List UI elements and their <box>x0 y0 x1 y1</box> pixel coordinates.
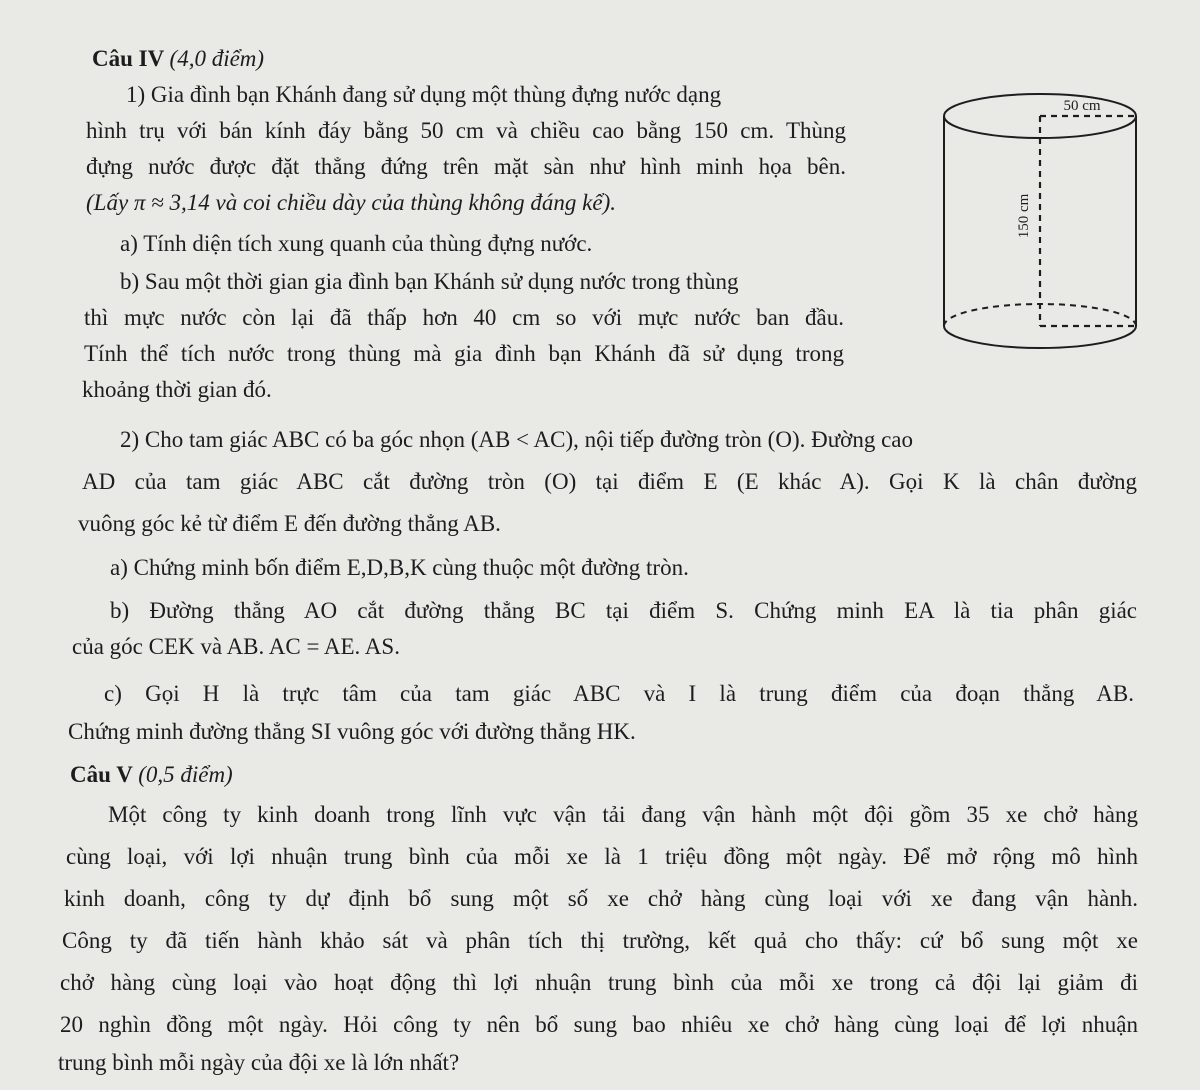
q4-p1b-line-2: thì mực nước còn lại đã thấp hơn 40 cm so với mực nước ban đầu. <box>84 305 844 330</box>
question-4-points: (4,0 điểm) <box>169 46 265 71</box>
question-5-heading <box>70 760 233 790</box>
question-5-title: Câu V <box>70 762 133 787</box>
q4-p2c-line-2: Chứng minh đường thẳng SI vuông góc với đường thẳng HK. <box>68 719 636 744</box>
q5-line-1: Một công ty kinh doanh trong lĩnh vực vận tải đang vận hành một đội gồm 35 xe chở hàng <box>108 802 1138 827</box>
q4-p1-line-3: đựng nước được đặt thẳng đứng trên mặt sàn như hình minh họa bên. <box>86 154 846 179</box>
q4-p1b-line-4: khoảng thời gian đó. <box>82 377 272 402</box>
q5-line-6: 20 nghìn đồng một ngày. Hỏi công ty nên bổ sung bao nhiêu xe chở hàng cùng loại để lợi nhuận <box>60 1012 1138 1037</box>
q4-p1-line-4: (Lấy π ≈ 3,14 và coi chiều dày của thùng không đáng kể). <box>86 190 617 215</box>
q4-p1b-line-1: b) Sau một thời gian gia đình bạn Khánh sử dụng nước trong thùng <box>120 269 739 294</box>
q4-p2-line-2: AD của tam giác ABC cắt đường tròn (O) tại điểm E (E khác A). Gọi K là chân đường <box>82 469 1137 494</box>
q4-p2c-line-1: c) Gọi H là trực tâm của tam giác ABC và I là trung điểm của đoạn thẳng AB. <box>104 681 1134 706</box>
q4-p2b-line-2: của góc CEK và AB. AC = AE. AS. <box>72 634 400 659</box>
q4-p1-line-2: hình trụ với bán kính đáy bằng 50 cm và chiều cao bằng 150 cm. Thùng <box>86 118 846 143</box>
cylinder-dimension-lines <box>1040 116 1136 326</box>
q5-line-2: cùng loại, với lợi nhuận trung bình của mỗi xe là 1 triệu đồng một ngày. Để mở rộng mô hình <box>66 844 1138 869</box>
q4-p2-line-3: vuông góc kẻ từ điểm E đến đường thẳng AB. <box>78 511 501 536</box>
q4-p1a: a) Tính diện tích xung quanh của thùng đựng nước. <box>120 231 593 256</box>
question-5-points: (0,5 điểm) <box>138 762 233 787</box>
q4-p2b-line-1: b) Đường thẳng AO cắt đường thẳng BC tại điểm S. Chứng minh EA là tia phân giác <box>110 598 1137 623</box>
height-label: 150 cm <box>1016 193 1032 239</box>
q4-p2-line-1: 2) Cho tam giác ABC có ba góc nhọn (AB < AC), nội tiếp đường tròn (O). Đường cao <box>120 427 914 452</box>
q4-p2a: a) Chứng minh bốn điểm E,D,B,K cùng thuộc một đường tròn. <box>110 555 689 580</box>
q5-line-3: kinh doanh, công ty dự định bổ sung một số xe chở hàng cùng loại với xe đang vận hành. <box>64 886 1138 911</box>
q5-line-5: chở hàng cùng loại vào hoạt động thì lợi nhuận trung bình của mỗi xe trong cả đội lại giảm đi <box>60 970 1138 995</box>
cylinder-figure <box>940 88 1140 378</box>
q4-p1-line-1: 1) Gia đình bạn Khánh đang sử dụng một thùng đựng nước dạng <box>126 82 722 107</box>
q4-p1b-line-3: Tính thể tích nước trong thùng mà gia đình bạn Khánh đã sử dụng trong <box>84 341 844 366</box>
q5-line-4: Công ty đã tiến hành khảo sát và phân tích thị trường, kết quả cho thấy: cứ bổ sung một xe <box>62 928 1138 953</box>
q5-line-7: trung bình mỗi ngày của đội xe là lớn nhất? <box>58 1050 460 1075</box>
question-4-heading <box>92 44 264 74</box>
radius-label: 50 cm <box>1063 98 1101 114</box>
question-4-title: Câu IV <box>92 46 164 71</box>
